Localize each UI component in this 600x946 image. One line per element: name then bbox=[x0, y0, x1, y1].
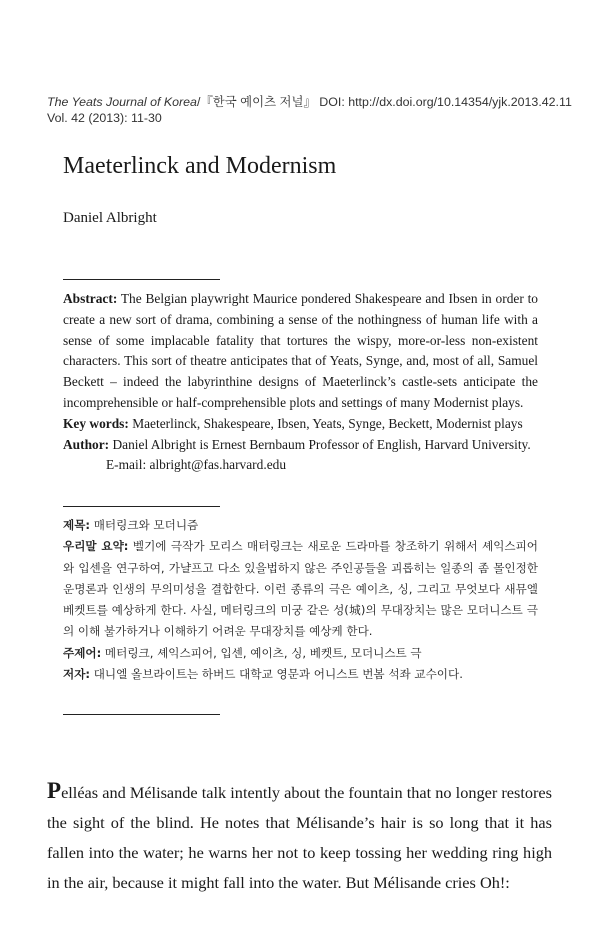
journal-header bbox=[47, 94, 572, 126]
keywords bbox=[63, 414, 538, 435]
volume-line: Vol. 42 (2013): 11-30 bbox=[47, 111, 162, 125]
divider bbox=[63, 714, 220, 715]
body-paragraph-text: elléas and Mélisande talk intently about the fountain that no longer restores the sight of the blind. He notes that Mélisande’s hair is so long that it has fallen into the water; he warns her not to keep tossing her wedding ring high in the air, because it might fall into the water. But Mélisande cries Oh!: bbox=[47, 783, 552, 892]
abstract bbox=[63, 289, 538, 414]
body-text bbox=[47, 776, 552, 898]
author-label: Author: bbox=[63, 436, 110, 452]
author-email[interactable]: E-mail: albright@fas.harvard.edu bbox=[106, 457, 287, 473]
korean-summary-label: 우리말 요약: bbox=[63, 539, 129, 554]
korean-title-text: 매터링크와 모더니즘 bbox=[90, 518, 199, 532]
author-info bbox=[63, 435, 538, 456]
korean-summary-block bbox=[63, 515, 538, 685]
article-author: Daniel Albright bbox=[63, 210, 157, 226]
korean-keywords-text: 메터링크, 셰익스피어, 입센, 예이츠, 싱, 베켓트, 모더니스트 극 bbox=[101, 645, 422, 660]
divider bbox=[63, 279, 220, 280]
abstract-label: Abstract: bbox=[63, 291, 118, 306]
korean-title-label: 제목: bbox=[63, 518, 91, 532]
author-text: Daniel Albright is Ernest Bernbaum Professor of English, Harvard University. bbox=[109, 436, 531, 452]
abstract-text: The Belgian playwright Maurice pondered Shakespeare and Ibsen in order to create a new sort of drama, combining a sense of the nothingness of human life with a sense of some implacable fatality that tortures the wispy, more-or-less non-existent characters. This sort of theatre anticipates that of Yeats, Synge, and, most of all, Samuel Beckett – indeed the labyrinthine designs of Maeterlinck’s castle-sets anticipate the incomprehensible or half-comprehensible plots and settings of many Modernist plays. bbox=[63, 291, 538, 410]
journal-name: The Yeats Journal of Korea bbox=[47, 95, 197, 109]
korean-keywords bbox=[63, 643, 538, 664]
article-title: Maeterlinck and Modernism bbox=[63, 153, 337, 179]
keywords-label: Key words: bbox=[63, 415, 129, 431]
abstract-block bbox=[63, 289, 538, 476]
journal-citation-line bbox=[47, 94, 572, 110]
drop-cap: P bbox=[47, 778, 62, 803]
korean-summary bbox=[63, 536, 538, 642]
keywords-text: Maeterlinck, Shakespeare, Ibsen, Yeats, Synge, Beckett, Modernist plays bbox=[128, 415, 523, 431]
body-paragraph bbox=[47, 776, 552, 898]
doi-link[interactable]: DOI: http://dx.doi.org/10.14354/yjk.2013.42.11 bbox=[315, 95, 572, 109]
korean-title bbox=[63, 515, 538, 536]
divider bbox=[63, 506, 220, 507]
korean-keywords-label: 주제어: bbox=[63, 645, 102, 660]
korean-summary-text: 벨기에 극작가 모리스 매터링크는 새로운 드라마를 창조하기 위해서 셰익스피어와 입센을 연구하여, 가냘프고 다소 있을법하지 않은 주인공들을 괴롭히는 일종의 좀 몰인정한 운명론과 인생의 무의미성을 결합한다. 이런 종류의 극은 예이츠, 싱, 그리고 무엇보다 새뮤엘 베켓트를 예상하게 한다. 사실, 메터링크의 미궁 같은 성(城)의 무대장치는 많은 모더니스트 극의 이해 불가하거나 이해하기 어려운 무대장치를 예상케 한다. bbox=[63, 539, 538, 639]
korean-author bbox=[63, 664, 538, 685]
journal-korean-title: /『한국 예이츠 저널』 bbox=[196, 95, 316, 109]
korean-author-text: 대니엘 올브라이트는 하버드 대학교 영문과 어니스트 번봄 석좌 교수이다. bbox=[90, 667, 463, 682]
korean-author-label: 저자: bbox=[63, 667, 91, 682]
